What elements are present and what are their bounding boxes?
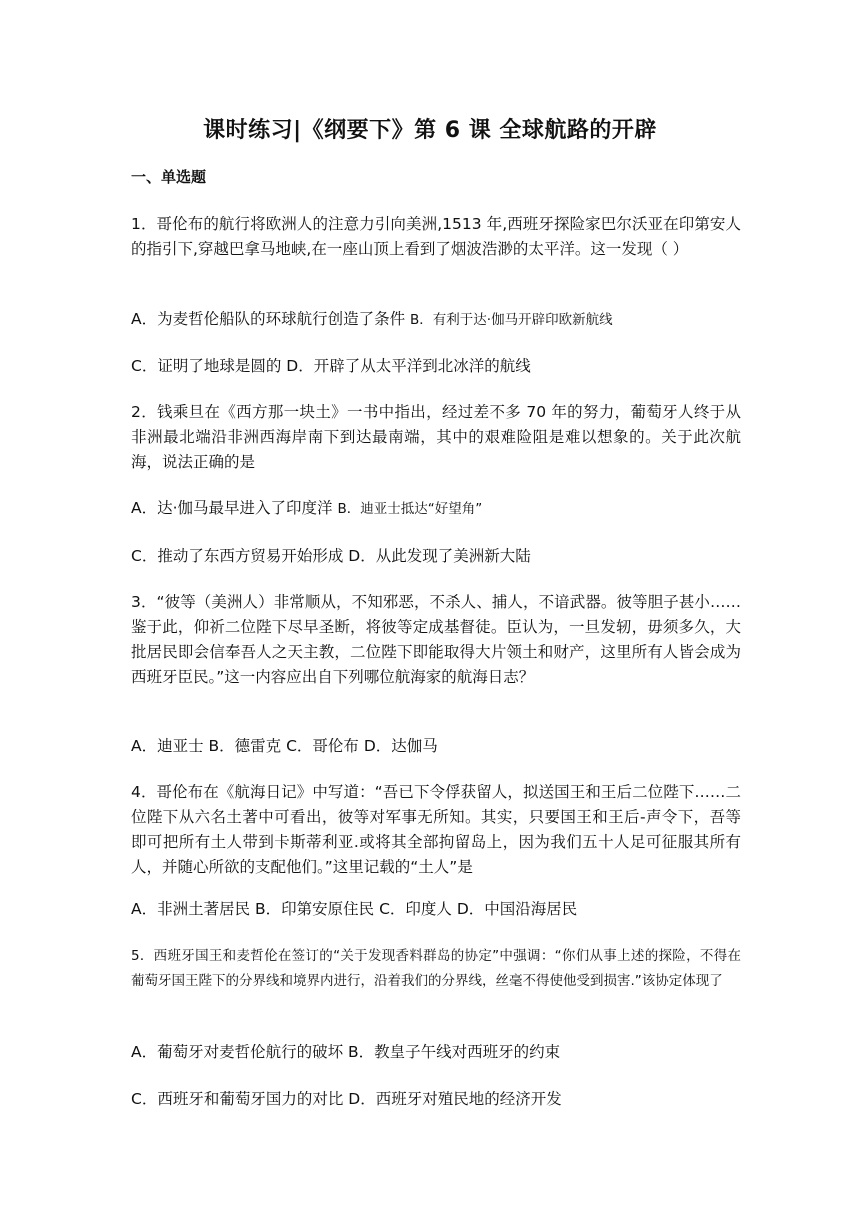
question-2-options-row-1 [131, 497, 751, 520]
question-1-option-c: C．证明了地球是圆的 [131, 357, 282, 375]
question-1-option-d: D．开辟了从太平洋到北冰洋的航线 [286, 357, 531, 375]
question-2-option-d: D．从此发现了美洲新大陆 [348, 547, 531, 565]
question-5-option-b: B．教皇子午线对西班牙的约束 [348, 1043, 561, 1061]
question-5-option-a: A．葡萄牙对麦哲伦航行的破坏 [131, 1043, 344, 1061]
question-2-option-a: A．达·伽马最早进入了印度洋 [131, 499, 333, 517]
question-1-stem: 1．哥伦布的航行将欧洲人的注意力引向美洲,1513 年,西班牙探险家巴尔沃亚在印第安人的指引下,穿越巴拿马地峡,在一座山顶上看到了烟波浩渺的太平洋。这一发现（ ） [131, 215, 741, 258]
section-heading: 一、单选题 [131, 168, 207, 186]
question-4-stem: 4．哥伦布在《航海日记》中写道：“吾已下令俘获留人，拟送国王和王后二位陛下……二位陛下从六名土著中可看出，彼等对军事无所知。其实，只要国王和王后-声令下，吾等即可把所有土人带到卡斯蒂利亚.或将其全部拘留岛上，因为我们五十人足可征服其所有人，并随心所欲的支配他们。”这里记载的“土人”是 [131, 783, 741, 876]
question-3-stem: 3．“彼等（美洲人）非常顺从，不知邪恶，不杀人、捕人，不谙武器。彼等胆子甚小……鉴于此，仰祈二位陛下尽早圣断，将彼等定成基督徒。臣认为，一旦发轫，毋须多久，大批居民即会信奉吾人之天主教，二位陛下即能取得大片领土和财产，这里所有人皆会成为西班牙臣民。”这一内容应出自下列哪位航海家的航海日志？ [131, 593, 741, 686]
question-5-stem: 5．西班牙国王和麦哲伦在签订的“关于发现香料群岛的协定”中强调：“你们从事上述的探险，不得在葡萄牙国王陛下的分界线和境界内进行，沿着我们的分界线，丝毫不得使他受到损害.”该协定体现了 [131, 948, 741, 989]
question-5-option-d: D．西班牙对殖民地的经济开发 [348, 1090, 562, 1108]
question-2-options-row-2 [131, 545, 751, 567]
question-5-options-row-2 [131, 1088, 751, 1110]
question-5-options-row-1 [131, 1041, 751, 1063]
question-3-options: A．迪亚士 B．德雷克 C．哥伦布 D．达伽马 [131, 737, 438, 755]
question-1-options-row-1 [131, 308, 751, 331]
document-title: 课时练习|《纲要下》第 6 课 全球航路的开辟 [203, 118, 657, 143]
question-1-options-row-2 [131, 355, 751, 377]
question-4-options: A．非洲土著居民 B．印第安原住民 C．印度人 D．中国沿海居民 [131, 900, 578, 918]
question-5-option-c: C．西班牙和葡萄牙国力的对比 [131, 1090, 344, 1108]
question-2-option-b: B．迪亚士抵达“好望角” [337, 501, 483, 517]
question-2-option-c: C．推动了东西方贸易开始形成 [131, 547, 344, 565]
question-2-stem: 2．钱乘旦在《西方那一块土》一书中指出，经过差不多 70 年的努力，葡萄牙人终于从非洲最北端沿非洲西海岸南下到达最南端，其中的艰难险阻是难以想象的。关于此次航海，说法正确的是 [131, 403, 741, 471]
question-1-option-b: B．有利于达·伽马开辟印欧新航线 [410, 312, 613, 328]
question-1-option-a: A．为麦哲伦船队的环球航行创造了条件 [131, 310, 406, 328]
